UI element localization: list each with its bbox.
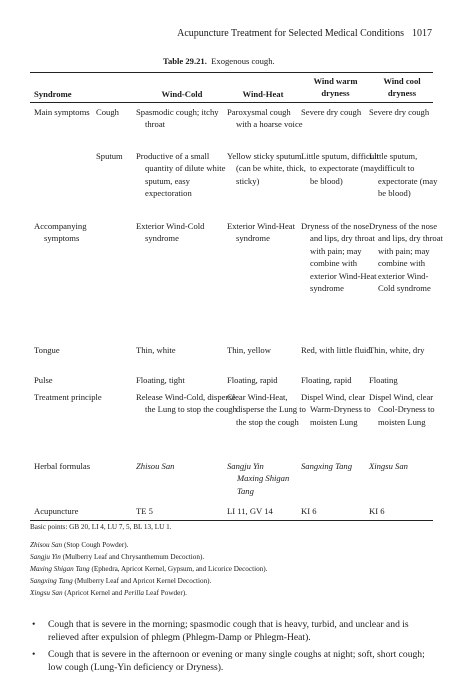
row-label-acupuncture: Acupuncture xyxy=(34,506,79,516)
accompanying-wind-heat: Exterior Wind-Heat syndrome xyxy=(227,221,295,244)
bullet-text: Cough that is severe in the morning; spasmodic cough that is heavy, turbid, and unclear and is relieved after expulsion of phlegm (Phlegm-Damp or Phlegm-Heat). xyxy=(48,619,409,644)
treatment-cool-dryness: Dispel Wind, clear Cool-Dryness to moisten Lung xyxy=(369,392,435,427)
row-label-treatment: Treatment principle xyxy=(34,392,102,402)
pulse-wind-cold: Floating, tight xyxy=(136,375,185,385)
table-bottom-rule xyxy=(30,520,433,521)
herbal-sangju-yin: Sangju Yin xyxy=(227,461,264,471)
acupuncture-warm-dryness: KI 6 xyxy=(301,506,317,516)
footnote-perilla: Perilla xyxy=(124,589,144,597)
accompanying-cool-dryness: Dryness of the nose and lips, dry throat with pain; may combine with exterior Wind-Cold syndrome xyxy=(369,221,443,294)
footnote-xingsu-san xyxy=(30,589,187,597)
footnote-name: Maxing Shigan Tang xyxy=(30,565,90,573)
footnote-description: (Apricot Kernel and xyxy=(62,589,125,597)
footnote-description: Leaf Powder). xyxy=(144,589,187,597)
acupuncture-cool-dryness: KI 6 xyxy=(369,506,385,516)
header-wind-heat: Wind-Heat xyxy=(242,89,284,99)
footnote-description: (Mulberry Leaf and Chrysanthemum Decoction). xyxy=(60,553,205,561)
tongue-cool-dryness: Thin, white, dry xyxy=(369,345,425,355)
footnote-maxing-shigan-tang xyxy=(30,565,267,573)
tongue-warm-dryness: Red, with little fluid xyxy=(301,345,371,355)
header-wind-cold: Wind-Cold xyxy=(161,89,203,99)
tongue-wind-heat: Thin, yellow xyxy=(227,345,271,355)
herbal-wind-cold: Zhisou San xyxy=(136,461,175,471)
acupuncture-wind-cold: TE 5 xyxy=(136,506,153,516)
footnote-sangju-yin xyxy=(30,553,204,561)
sputum-cool-dryness: Little sputum, difficult to expectorate (may be blood) xyxy=(369,151,438,199)
bullet-item xyxy=(30,648,434,675)
sub-label-cough: Cough xyxy=(96,107,119,117)
running-header xyxy=(177,28,432,39)
row-label-herbal: Herbal formulas xyxy=(34,461,91,471)
treatment-wind-heat: Clear Wind-Heat, disperse the Lung to the stop the cough xyxy=(227,392,306,427)
pulse-cool-dryness: Floating xyxy=(369,375,398,385)
table-label: Table 29.21. xyxy=(163,56,207,66)
treatment-warm-dryness: Dispel Wind, clear Warm-Dryness to moisten Lung xyxy=(301,392,371,427)
row-label-accompanying: Accompanying symptoms xyxy=(34,221,87,244)
sputum-wind-cold: Productive of a small quantity of dilute white sputum, easy expectoration xyxy=(136,151,226,199)
footnote-sangxing-tang xyxy=(30,577,211,585)
cough-wind-heat: Paroxysmal cough with a hoarse voice xyxy=(227,107,303,130)
bullet-item xyxy=(30,618,434,645)
tongue-wind-cold: Thin, white xyxy=(136,345,176,355)
basic-points-note: Basic points: GB 20, LI 4, LU 7, 5, BL 13, LU 1. xyxy=(30,523,172,531)
running-title: Acupuncture Treatment for Selected Medical Conditions xyxy=(177,28,404,39)
footnote-name: Xingsu San xyxy=(30,589,63,597)
row-label-tongue: Tongue xyxy=(34,345,60,355)
bullet-list xyxy=(30,618,434,675)
row-label-main-symptoms: Main symptoms xyxy=(34,107,90,117)
treatment-wind-cold: Release Wind-Cold, disperse the Lung to stop the cough xyxy=(136,392,237,415)
acupuncture-wind-heat: LI 11, GV 14 xyxy=(227,506,273,516)
sputum-warm-dryness: Little sputum, difficult to expectorate (may be blood) xyxy=(301,151,379,186)
header-rule xyxy=(30,102,433,103)
header-wind-cool-dryness: Wind cool dryness xyxy=(383,76,421,99)
accompanying-wind-cold: Exterior Wind-Cold syndrome xyxy=(136,221,205,244)
table-title xyxy=(163,56,275,66)
herbal-wind-heat xyxy=(227,460,299,497)
pulse-wind-heat: Floating, rapid xyxy=(227,375,278,385)
herbal-cool-dryness: Xingsu San xyxy=(369,461,408,471)
footnote-name: Zhisou San xyxy=(30,541,63,549)
bullet-dot-icon: • xyxy=(32,619,36,630)
row-label-pulse: Pulse xyxy=(34,375,53,385)
cough-cool-dryness: Severe dry cough xyxy=(369,107,430,117)
sputum-wind-heat: Yellow sticky sputum (can be white, thick, sticky) xyxy=(227,151,306,186)
sub-label-sputum: Sputum xyxy=(96,151,123,161)
accompanying-warm-dryness: Dryness of the nose and lips, dry throat with pain; may combine with exterior Wind-Heat syndrome xyxy=(301,221,377,294)
footnote-description: (Mulberry Leaf and Apricot Kernel Decoction). xyxy=(72,577,212,585)
herbal-warm-dryness: Sangxing Tang xyxy=(301,461,353,471)
bullet-dot-icon: • xyxy=(32,648,36,660)
footnote-description: (Stop Cough Powder). xyxy=(62,541,129,549)
pulse-warm-dryness: Floating, rapid xyxy=(301,375,352,385)
footnote-description: (Ephedra, Apricot Kernel, Gypsum, and Licorice Decoction). xyxy=(89,565,268,573)
footnote-zhisou-san xyxy=(30,541,128,549)
cough-warm-dryness: Severe dry cough xyxy=(301,107,362,117)
footnote-name: Sangxing Tang xyxy=(30,577,73,585)
table-top-rule xyxy=(30,72,433,73)
herbal-maxing-shigan-tang: Maxing Shigan Tang xyxy=(237,473,290,496)
cough-wind-cold: Spasmodic cough; itchy throat xyxy=(136,107,219,130)
footnote-name: Sangju Yin xyxy=(30,553,61,561)
header-syndrome: Syndrome xyxy=(34,89,72,99)
header-wind-warm-dryness: Wind warm dryness xyxy=(313,76,358,99)
table-caption: Exogenous cough. xyxy=(211,56,275,66)
bullet-text: Cough that is severe in the afternoon or evening or many single coughs at night; soft, short cough; low cough (Lung-Yin deficiency or Dryness). xyxy=(48,648,425,674)
page-number: 1017 xyxy=(412,28,432,39)
